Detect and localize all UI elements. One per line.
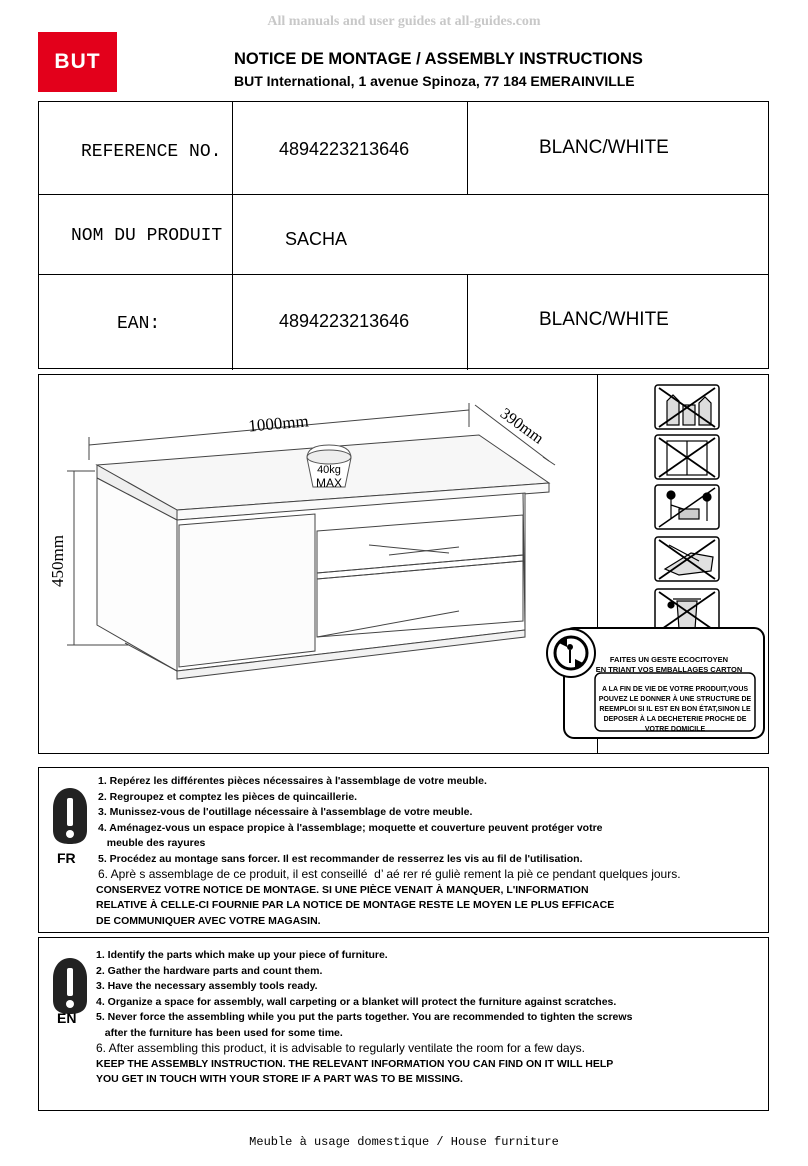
product-drawing-panel <box>38 374 769 754</box>
no-trash-bin-icon <box>659 592 715 631</box>
eco-body-2: POUVEZ LE DONNER À UNE STRUCTURE DE <box>598 696 752 703</box>
brand-logo: BUT <box>38 32 117 92</box>
notice-fr-lines <box>96 774 762 929</box>
reference-label: REFERENCE NO. <box>81 142 222 162</box>
lang-fr: FR <box>57 850 76 866</box>
eco-line-2: EN TRIANT VOS EMBALLAGES CARTON <box>595 665 743 674</box>
notice-fr-line: 4. Aménagez-vous un espace propice à l'assemblage; moquette et couverture peuvent protéger votre <box>98 821 603 834</box>
ean-color: BLANC/WHITE <box>539 309 669 330</box>
eco-body-1: A LA FIN DE VIE DE VOTRE PRODUIT,VOUS <box>601 686 749 693</box>
ean-label: EAN: <box>117 314 161 334</box>
eco-body-4: DEPOSER À LA DECHETERIE PROCHE DE <box>603 716 747 723</box>
footer-text: Meuble à usage domestique / House furniture <box>249 1135 559 1149</box>
notice-fr-line: 5. Procédez au montage sans forcer. Il est recommander de resserrez les vis au fil de l'utilisation. <box>98 852 583 865</box>
product-name-label: NOM DU PRODUIT <box>71 226 223 246</box>
eco-line-1: FAITES UN GESTE ECOCITOYEN <box>609 655 729 664</box>
notice-en-line: 3. Have the necessary assembly tools ready. <box>96 980 318 992</box>
warning-icon <box>47 956 93 1016</box>
notice-fr-line: 6. Aprè s assemblage de ce produit, il est conseillé d’ aé rer ré guliè rement la piè ce pendant quelques jours. <box>98 867 681 881</box>
notice-en-line: 1. Identify the parts which make up your piece of furniture. <box>96 949 388 961</box>
notice-en-line: KEEP THE ASSEMBLY INSTRUCTION. THE RELEVANT INFORMATION YOU CAN FIND ON IT WILL HELP <box>96 1057 614 1070</box>
product-name: SACHA <box>285 229 348 249</box>
load-label: MAX <box>315 476 343 490</box>
notice-en-lines <box>96 948 762 1088</box>
eco-body-3: REEMPLOI SI IL EST EN BON ÉTAT,SINON LE <box>599 706 751 713</box>
no-moisture-icon <box>659 438 715 477</box>
notice-en-line: 4. Organize a space for assembly, wall carpeting or a blanket will protect the furniture against scratches. <box>96 995 617 1008</box>
notice-en-line: 2. Gather the hardware parts and count them. <box>96 964 323 977</box>
notice-fr-line: 2. Regroupez et comptez les pièces de quincaillerie. <box>98 790 358 803</box>
ean-code: 4894223213646 <box>279 311 410 331</box>
notice-fr-line: RELATIVE À CELLE-CI FOURNIE PAR LA NOTICE DE MONTAGE RESTE LE MOYEN LE PLUS EFFICACE <box>96 899 615 911</box>
width-dimension: 1000mm <box>247 411 310 436</box>
warning-icon <box>47 786 93 846</box>
notice-fr-line: DE COMMUNIQUER AVEC VOTRE MAGASIN. <box>96 914 321 927</box>
reference-code: 4894223213646 <box>279 139 410 159</box>
watermark: All manuals and user guides at all-guides.com <box>267 14 541 29</box>
no-sharp-tools-icon <box>659 540 715 579</box>
page-title: NOTICE DE MONTAGE / ASSEMBLY INSTRUCTIONS <box>234 50 643 68</box>
no-chemicals-icon <box>659 388 715 427</box>
eco-body-5: VOTRE DOMICILE <box>644 726 706 733</box>
notice-fr-line: CONSERVEZ VOTRE NOTICE DE MONTAGE. SI UNE PIÈCE VENAIT À MANQUER, L'INFORMATION <box>96 883 589 896</box>
lang-en: EN <box>57 1010 77 1026</box>
two-person-assembly-icon <box>659 488 715 527</box>
notice-fr-line: 3. Munissez-vous de l'outillage nécessaire à l'assemblage de votre meuble. <box>98 806 473 818</box>
reference-table <box>38 101 769 369</box>
notice-en-line: 6. After assembling this product, it is advisable to regularly ventilate the room for a few days. <box>96 1041 585 1055</box>
notice-fr-line: 1. Repérez les différentes pièces nécessaires à l'assemblage de votre meuble. <box>98 775 487 787</box>
notice-en <box>38 937 769 1111</box>
reference-color: BLANC/WHITE <box>539 137 669 158</box>
tv-cabinet-drawing <box>39 375 770 755</box>
load-value: 40kg <box>317 464 341 476</box>
notice-fr <box>38 767 769 933</box>
notice-en-line: 5. Never force the assembling while you put the parts together. You are recommended to tighten the screws <box>96 1011 633 1023</box>
notice-en-line: YOU GET IN TOUCH WITH YOUR STORE IF A PART WAS TO BE MISSING. <box>96 1073 463 1085</box>
company-address: BUT International, 1 avenue Spinoza, 77 184 EMERAINVILLE <box>234 73 635 89</box>
height-dimension: 450mm <box>48 535 67 587</box>
notice-en-line: after the furniture has been used for some time. <box>96 1026 343 1039</box>
depth-dimension: 390mm <box>496 405 547 448</box>
notice-fr-line: meuble des rayures <box>98 837 206 849</box>
